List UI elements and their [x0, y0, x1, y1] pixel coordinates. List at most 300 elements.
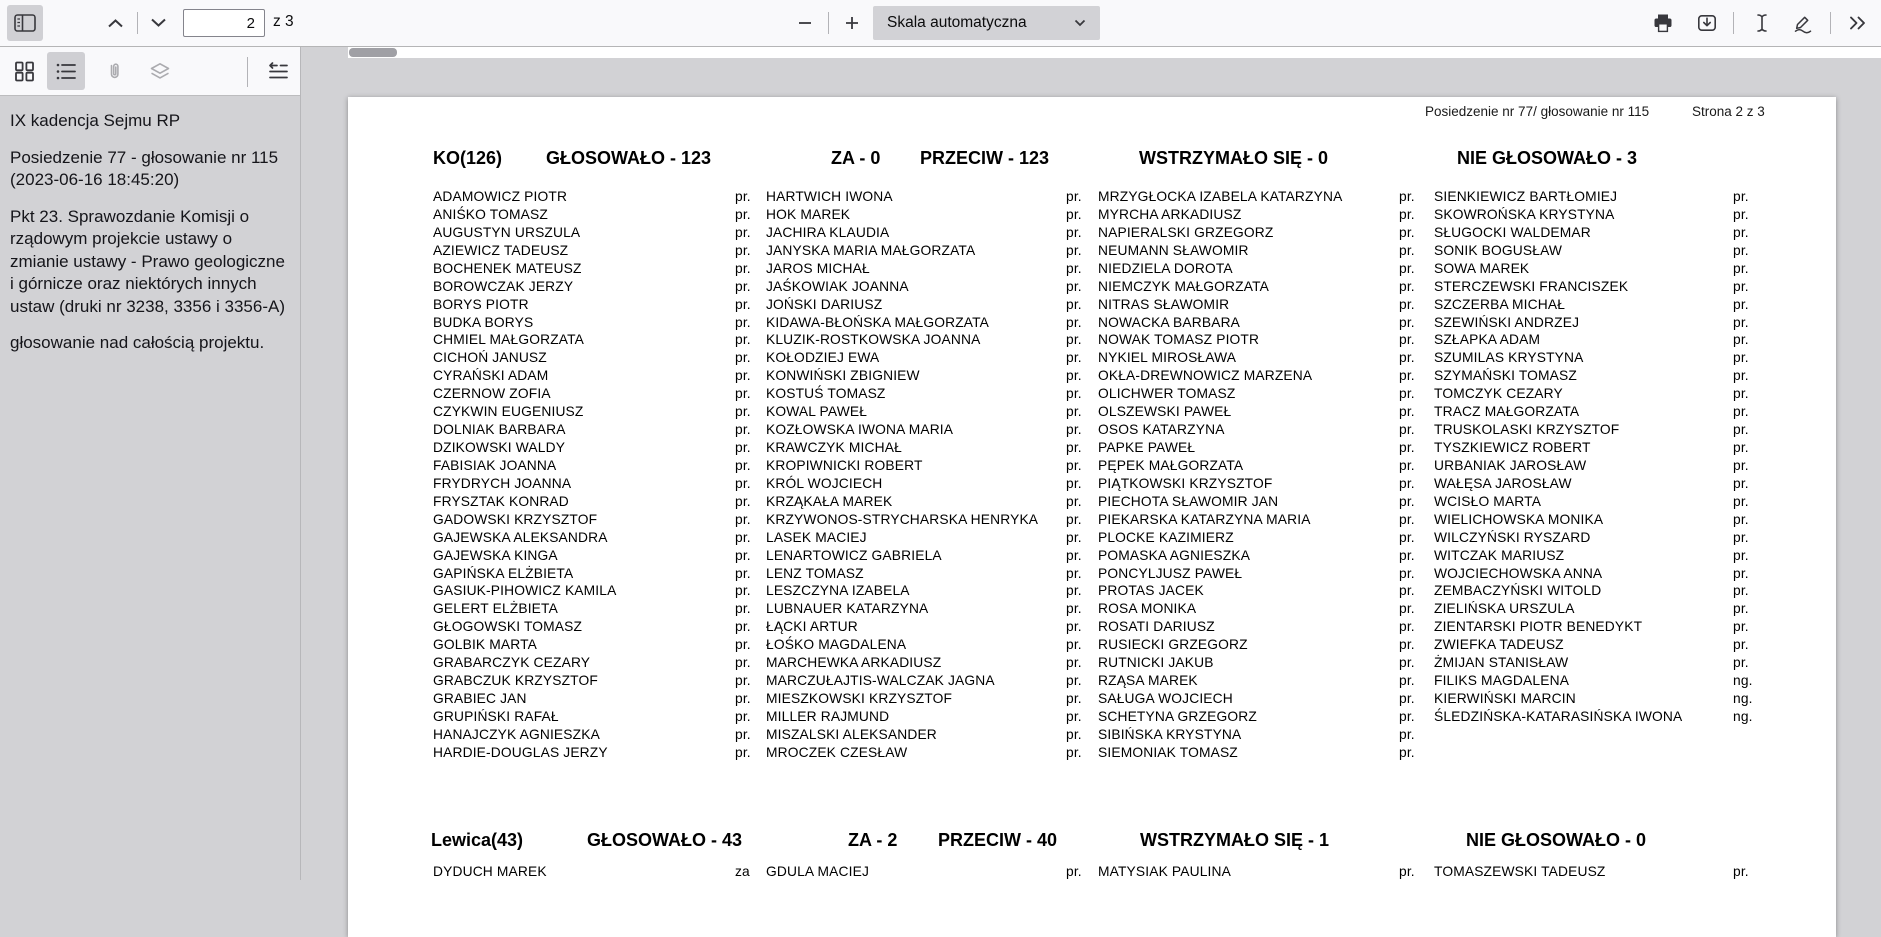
vote-value: pr. [735, 529, 751, 547]
deputy-name: KROPIWNICKI ROBERT [766, 457, 923, 475]
vote-value: pr. [1066, 726, 1082, 744]
deputy-name: KRZĄKAŁA MAREK [766, 493, 892, 511]
deputy-name: NYKIEL MIROSŁAWA [1098, 349, 1236, 367]
deputy-name: WOJCIECHOWSKA ANNA [1434, 565, 1602, 583]
vote-value: pr. [1066, 224, 1082, 242]
stat-label: WSTRZYMAŁO SIĘ - 0 [1139, 148, 1328, 168]
chevron-down-icon [149, 16, 168, 30]
vote-value: pr. [1733, 403, 1749, 421]
outline-item-glosowanie[interactable]: głosowanie nad całością projektu. [10, 332, 292, 355]
deputy-name: ZIELIŃSKA URSZULA [1434, 600, 1575, 618]
deputy-name: RUSIECKI GRZEGORZ [1098, 636, 1248, 654]
vote-value: pr. [1066, 511, 1082, 529]
vote-value: pr. [1399, 726, 1415, 744]
deputy-name: SZŁAPKA ADAM [1434, 331, 1540, 349]
deputy-name: MROCZEK CZESŁAW [766, 744, 907, 762]
vote-value: pr. [1399, 385, 1415, 403]
vote-value: pr. [1399, 708, 1415, 726]
vote-value: pr. [735, 565, 751, 583]
deputy-name: NITRAS SŁAWOMIR [1098, 296, 1229, 314]
vote-value: pr. [735, 690, 751, 708]
deputy-name: PĘPEK MAŁGORZATA [1098, 457, 1243, 475]
deputy-name: DYDUCH MAREK [433, 863, 547, 881]
vote-value: pr. [1399, 188, 1415, 206]
party-label: KO(126) [433, 148, 502, 168]
layers-view-button [142, 52, 178, 90]
deputy-name: FILIKS MAGDALENA [1434, 672, 1569, 690]
deputy-name: TRUSKOLASKI KRZYSZTOF [1434, 421, 1619, 439]
vote-value: pr. [1066, 242, 1082, 260]
vote-value: pr. [1733, 582, 1749, 600]
page-number-input[interactable] [183, 9, 265, 37]
deputy-name: KOŁODZIEJ EWA [766, 349, 879, 367]
deputy-name: GADOWSKI KRZYSZTOF [433, 511, 597, 529]
deputy-name: ŁĄCKI ARTUR [766, 618, 858, 636]
pdf-viewer-area [301, 47, 1881, 880]
deputy-name: URBANIAK JAROSŁAW [1434, 457, 1586, 475]
vote-value: pr. [1399, 565, 1415, 583]
deputy-name: GELERT ELŻBIETA [433, 600, 558, 618]
vote-value: pr. [1066, 529, 1082, 547]
vote-value: pr. [1066, 690, 1082, 708]
deputy-name: KLUZIK-ROSTKOWSKA JOANNA [766, 331, 980, 349]
vote-value: pr. [1733, 529, 1749, 547]
sidebar-toolbar-separator [247, 57, 248, 87]
vote-value: pr. [735, 618, 751, 636]
vote-value: pr. [1399, 582, 1415, 600]
vote-value: pr. [1399, 672, 1415, 690]
deputy-name: GDULA MACIEJ [766, 863, 869, 881]
vote-value: pr. [1399, 278, 1415, 296]
deputy-name: PIECHOTA SŁAWOMIR JAN [1098, 493, 1278, 511]
deputy-name: DZIKOWSKI WALDY [433, 439, 565, 457]
outline-item-posiedzenie[interactable]: Posiedzenie 77 - głosowanie nr 115 (2023-06-16 18:45:20) [10, 147, 292, 192]
page-header-right: Strona 2 z 3 [1692, 104, 1765, 119]
vote-value: pr. [1066, 744, 1082, 762]
vote-value: pr. [1399, 744, 1415, 762]
attachments-view-button [96, 52, 132, 90]
vote-value: pr. [735, 672, 751, 690]
deputy-name: HANAJCZYK AGNIESZKA [433, 726, 600, 744]
stat-label: PRZECIW - 123 [920, 148, 1049, 168]
deputy-name: ZIENTARSKI PIOTR BENEDYKT [1434, 618, 1642, 636]
deputy-name: GAPIŃSKA ELŻBIETA [433, 565, 573, 583]
outline-panel [0, 97, 299, 880]
deputy-name: GŁOGOWSKI TOMASZ [433, 618, 582, 636]
deputy-name: KOZŁOWSKA IWONA MARIA [766, 421, 953, 439]
vote-value: za [735, 863, 750, 881]
stat-label: PRZECIW - 40 [938, 830, 1057, 850]
vote-value: pr. [1399, 600, 1415, 618]
vote-value: pr. [1066, 439, 1082, 457]
deputy-name: GRUPIŃSKI RAFAŁ [433, 708, 559, 726]
next-page-button[interactable] [143, 5, 173, 41]
deputy-name: SZYMAŃSKI TOMASZ [1434, 367, 1577, 385]
vote-value: pr. [735, 439, 751, 457]
deputy-name: HOK MAREK [766, 206, 850, 224]
vote-value: pr. [1733, 475, 1749, 493]
deputy-name: WITCZAK MARIUSZ [1434, 547, 1564, 565]
outline-item-kadencja[interactable]: IX kadencja Sejmu RP [10, 110, 292, 133]
previous-page-button[interactable] [100, 5, 130, 41]
deputy-name: NOWAK TOMASZ PIOTR [1098, 331, 1259, 349]
vote-value: pr. [1066, 457, 1082, 475]
zoom-in-button[interactable] [837, 5, 867, 41]
deputy-name: AZIEWICZ TADEUSZ [433, 242, 568, 260]
vote-value: pr. [1066, 672, 1082, 690]
vote-value: pr. [1066, 260, 1082, 278]
deputy-name: GAJEWSKA ALEKSANDRA [433, 529, 608, 547]
vote-value: pr. [1399, 242, 1415, 260]
vote-value: pr. [1733, 188, 1749, 206]
deputy-name: ŁOŚKO MAGDALENA [766, 636, 906, 654]
deputy-name: TRACZ MAŁGORZATA [1434, 403, 1579, 421]
vote-value: pr. [735, 349, 751, 367]
sidebar [0, 47, 301, 880]
sidebar-toggle-icon [14, 14, 36, 32]
text-cursor-icon [1755, 13, 1769, 33]
party-label: Lewica(43) [431, 830, 523, 850]
vote-value: pr. [1399, 690, 1415, 708]
vote-value: pr. [1733, 385, 1749, 403]
vote-value: pr. [735, 224, 751, 242]
zoom-scale-select[interactable] [873, 6, 1100, 40]
vote-value: pr. [735, 726, 751, 744]
vote-value: pr. [1066, 278, 1082, 296]
stat-label: GŁOSOWAŁO - 123 [546, 148, 711, 168]
deputy-name: SOWA MAREK [1434, 260, 1529, 278]
vote-value: pr. [735, 331, 751, 349]
deputy-name: CZERNOW ZOFIA [433, 385, 551, 403]
vote-value: pr. [1733, 547, 1749, 565]
vote-value: ng. [1733, 672, 1753, 690]
vote-value: pr. [735, 511, 751, 529]
vote-value: pr. [1733, 331, 1749, 349]
stat-label: ZA - 0 [831, 148, 880, 168]
pencil-icon [1792, 12, 1814, 34]
print-button[interactable] [1647, 5, 1679, 41]
vote-value: pr. [1399, 260, 1415, 278]
deputy-name: CICHOŃ JANUSZ [433, 349, 547, 367]
vote-value: pr. [1066, 314, 1082, 332]
deputy-name: ADAMOWICZ PIOTR [433, 188, 567, 206]
vote-value: pr. [1733, 421, 1749, 439]
vote-value: pr. [1733, 636, 1749, 654]
vote-value: pr. [1733, 224, 1749, 242]
deputy-name: GRABCZUK KRZYSZTOF [433, 672, 598, 690]
vote-value: pr. [1066, 708, 1082, 726]
toolbar-separator [137, 12, 138, 34]
deputy-name: ANIŚKO TOMASZ [433, 206, 548, 224]
deputy-name: MARCHEWKA ARKADIUSZ [766, 654, 941, 672]
vote-value: pr. [1066, 636, 1082, 654]
sidebar-toolbar [0, 47, 300, 96]
deputy-name: WILCZYŃSKI RYSZARD [1434, 529, 1591, 547]
page-header-left: Posiedzenie nr 77/ głosowanie nr 115 [1425, 104, 1649, 119]
print-icon [1653, 13, 1673, 33]
vote-value: pr. [1066, 296, 1082, 314]
deputy-name: PIEKARSKA KATARZYNA MARIA [1098, 511, 1311, 529]
horizontal-scrollbar-thumb[interactable] [349, 48, 397, 57]
zoom-out-button[interactable] [790, 5, 820, 41]
deputy-name: STERCZEWSKI FRANCISZEK [1434, 278, 1628, 296]
deputy-name: GOLBIK MARTA [433, 636, 537, 654]
deputy-name: BOCHENEK MATEUSZ [433, 260, 582, 278]
stat-label: ZA - 2 [848, 830, 897, 850]
vote-value: pr. [1066, 421, 1082, 439]
vote-value: pr. [735, 421, 751, 439]
vote-value: pr. [1733, 242, 1749, 260]
vote-value: pr. [1399, 618, 1415, 636]
deputy-name: JOŃSKI DARIUSZ [766, 296, 882, 314]
deputy-name: KIERWIŃSKI MARCIN [1434, 690, 1576, 708]
toolbar-separator [1830, 12, 1831, 34]
deputy-name: JACHIRA KLAUDIA [766, 224, 889, 242]
vote-value: pr. [1733, 296, 1749, 314]
vote-value: pr. [735, 654, 751, 672]
vote-value: pr. [1399, 654, 1415, 672]
thumbnails-view-button[interactable] [6, 52, 42, 90]
vote-value: pr. [1399, 314, 1415, 332]
vote-value: pr. [1399, 439, 1415, 457]
deputy-name: SŁUGOCKI WALDEMAR [1434, 224, 1591, 242]
vote-value: pr. [1066, 654, 1082, 672]
deputy-name: NAPIERALSKI GRZEGORZ [1098, 224, 1274, 242]
deputy-name: ZWIEFKA TADEUSZ [1434, 636, 1564, 654]
deputy-name: OKŁA-DREWNOWICZ MARZENA [1098, 367, 1312, 385]
deputy-name: GRABIEC JAN [433, 690, 527, 708]
deputy-name: KONWIŃSKI ZBIGNIEW [766, 367, 920, 385]
vote-value: pr. [1066, 618, 1082, 636]
vote-value: pr. [1066, 582, 1082, 600]
page-count-label: z 3 [273, 13, 294, 31]
vote-value: pr. [1066, 600, 1082, 618]
deputy-name: AUGUSTYN URSZULA [433, 224, 580, 242]
deputy-name: KOWAL PAWEŁ [766, 403, 867, 421]
deputy-name: NIEDZIELA DOROTA [1098, 260, 1233, 278]
vote-value: pr. [1066, 403, 1082, 421]
deputy-name: GRABARCZYK CEZARY [433, 654, 590, 672]
zoom-scale-value: Skala automatyczna [887, 14, 1074, 32]
vote-value: pr. [735, 547, 751, 565]
stat-label: GŁOSOWAŁO - 43 [587, 830, 742, 850]
zoom-in-icon [844, 15, 860, 31]
stat-label: WSTRZYMAŁO SIĘ - 1 [1140, 830, 1329, 850]
current-outline-item-button[interactable] [260, 52, 296, 90]
deputy-name: MIESZKOWSKI KRZYSZTOF [766, 690, 952, 708]
vote-value: pr. [1399, 224, 1415, 242]
vote-value: pr. [1066, 188, 1082, 206]
vote-value: pr. [1399, 331, 1415, 349]
vote-value: pr. [1733, 618, 1749, 636]
vote-value: pr. [735, 708, 751, 726]
vote-value: pr. [735, 278, 751, 296]
vote-value: pr. [1733, 278, 1749, 296]
vote-value: pr. [1733, 314, 1749, 332]
vote-value: pr. [1733, 260, 1749, 278]
vote-value: pr. [1399, 863, 1415, 881]
deputy-name: TOMCZYK CEZARY [1434, 385, 1563, 403]
vote-value: pr. [1066, 863, 1082, 881]
vote-value: pr. [735, 206, 751, 224]
vote-value: pr. [735, 385, 751, 403]
deputy-name: LENZ TOMASZ [766, 565, 864, 583]
deputy-name: FABISIAK JOANNA [433, 457, 556, 475]
deputy-name: SCHETYNA GRZEGORZ [1098, 708, 1257, 726]
deputy-name: ZEMBACZYŃSKI WITOLD [1434, 582, 1601, 600]
deputy-name: SAŁUGA WOJCIECH [1098, 690, 1233, 708]
stat-label: NIE GŁOSOWAŁO - 0 [1466, 830, 1646, 850]
vote-value: pr. [1066, 547, 1082, 565]
deputy-name: BUDKA BORYS [433, 314, 533, 332]
vote-value: pr. [735, 296, 751, 314]
deputy-name: ROSA MONIKA [1098, 600, 1196, 618]
vote-value: pr. [1399, 511, 1415, 529]
deputy-name: ŚLEDZIŃSKA-KATARASIŃSKA IWONA [1434, 708, 1682, 726]
deputy-name: BOROWCZAK JERZY [433, 278, 573, 296]
deputy-name: WAŁĘSA JAROSŁAW [1434, 475, 1572, 493]
deputy-name: LESZCZYNA IZABELA [766, 582, 910, 600]
deputy-name: JAROS MICHAŁ [766, 260, 870, 278]
deputy-name: MATYSIAK PAULINA [1098, 863, 1231, 881]
vote-value: pr. [1066, 493, 1082, 511]
deputy-name: CZYKWIN EUGENIUSZ [433, 403, 584, 421]
draw-button[interactable] [1787, 5, 1819, 41]
deputy-name: LENARTOWICZ GABRIELA [766, 547, 942, 565]
toolbar-separator [1733, 12, 1734, 34]
deputy-name: NEUMANN SŁAWOMIR [1098, 242, 1249, 260]
deputy-name: SONIK BOGUSŁAW [1434, 242, 1562, 260]
deputy-name: SZCZERBA MICHAŁ [1434, 296, 1565, 314]
pdf-toolbar [0, 0, 1881, 47]
layers-icon [149, 62, 171, 81]
toggle-sidebar-button[interactable] [7, 5, 43, 41]
deputy-name: ŻMIJAN STANISŁAW [1434, 654, 1568, 672]
deputy-name: HARTWICH IWONA [766, 188, 893, 206]
deputy-name: BORYS PIOTR [433, 296, 529, 314]
stat-label: NIE GŁOSOWAŁO - 3 [1457, 148, 1637, 168]
deputy-name: PROTAS JACEK [1098, 582, 1204, 600]
deputy-name: MRZYGŁOCKA IZABELA KATARZYNA [1098, 188, 1342, 206]
deputy-name: KRAWCZYK MICHAŁ [766, 439, 902, 457]
vote-value: pr. [1399, 547, 1415, 565]
deputy-name: SIEMONIAK TOMASZ [1098, 744, 1238, 762]
deputy-name: KRZYWONOS-STRYCHARSKA HENRYKA [766, 511, 1038, 529]
deputy-name: TOMASZEWSKI TADEUSZ [1434, 863, 1606, 881]
deputy-name: RUTNICKI JAKUB [1098, 654, 1214, 672]
deputy-name: SIENKIEWICZ BARTŁOMIEJ [1434, 188, 1617, 206]
deputy-name: SZEWIŃSKI ANDRZEJ [1434, 314, 1579, 332]
deputy-name: SIBIŃSKA KRYSTYNA [1098, 726, 1241, 744]
vote-value: pr. [1399, 206, 1415, 224]
deputy-name: PLOCKE KAZIMIERZ [1098, 529, 1234, 547]
vote-value: pr. [1733, 654, 1749, 672]
double-chevron-right-icon [1848, 14, 1867, 32]
vote-value: ng. [1733, 690, 1753, 708]
vote-value: pr. [735, 188, 751, 206]
paperclip-icon [104, 61, 125, 82]
vote-value: pr. [1733, 493, 1749, 511]
deputy-name: ROSATI DARIUSZ [1098, 618, 1215, 636]
deputy-name: KIDAWA-BŁOŃSKA MAŁGORZATA [766, 314, 989, 332]
chevron-up-icon [106, 16, 125, 30]
vote-value: pr. [1399, 529, 1415, 547]
deputy-name: OSOS KATARZYNA [1098, 421, 1225, 439]
vote-value: pr. [735, 367, 751, 385]
download-icon [1697, 13, 1717, 33]
vote-value: pr. [735, 582, 751, 600]
vote-value: pr. [1399, 403, 1415, 421]
download-button[interactable] [1691, 5, 1723, 41]
deputy-name: OLSZEWSKI PAWEŁ [1098, 403, 1231, 421]
vote-value: pr. [735, 600, 751, 618]
vote-value: pr. [1399, 367, 1415, 385]
outline-item-pkt[interactable]: Pkt 23. Sprawozdanie Komisji o rządowym projekcie ustawy o zmianie ustawy - Prawo geologiczne i górnicze oraz niektórych innych ustaw (druki nr 3238, 3356 i 3356-A) [10, 206, 292, 319]
pdf-page [348, 97, 1836, 937]
vote-value: pr. [1066, 475, 1082, 493]
text-selection-button[interactable] [1746, 5, 1778, 41]
deputy-name: KRÓL WOJCIECH [766, 475, 882, 493]
vote-value: pr. [1399, 475, 1415, 493]
outline-view-button[interactable] [47, 52, 85, 90]
deputy-name: POMASKA AGNIESZKA [1098, 547, 1250, 565]
vote-value: pr. [1066, 565, 1082, 583]
vote-value: pr. [1066, 206, 1082, 224]
vote-value: pr. [1733, 600, 1749, 618]
deputy-name: JANYSKA MARIA MAŁGORZATA [766, 242, 975, 260]
vote-value: pr. [735, 403, 751, 421]
deputy-name: DOLNIAK BARBARA [433, 421, 566, 439]
deputy-name: PONCYLJUSZ PAWEŁ [1098, 565, 1242, 583]
deputy-name: PIĄTKOWSKI KRZYSZTOF [1098, 475, 1272, 493]
current-outline-item-icon [267, 61, 289, 81]
deputy-name: NIEMCZYK MAŁGORZATA [1098, 278, 1269, 296]
vote-value: pr. [1066, 331, 1082, 349]
deputy-name: FRYDRYCH JOANNA [433, 475, 571, 493]
vote-value: pr. [735, 636, 751, 654]
vote-value: pr. [1733, 863, 1749, 881]
vote-value: pr. [1066, 367, 1082, 385]
vote-value: pr. [1733, 457, 1749, 475]
vote-value: pr. [1733, 367, 1749, 385]
deputy-name: OLICHWER TOMASZ [1098, 385, 1235, 403]
deputy-name: CYRAŃSKI ADAM [433, 367, 548, 385]
deputy-name: RZĄSA MAREK [1098, 672, 1198, 690]
deputy-name: FRYSZTAK KONRAD [433, 493, 569, 511]
vote-value: pr. [735, 475, 751, 493]
deputy-name: CHMIEL MAŁGORZATA [433, 331, 584, 349]
deputy-name: MARCZUŁAJTIS-WALCZAK JAGNA [766, 672, 995, 690]
deputy-name: MILLER RAJMUND [766, 708, 889, 726]
deputy-name: WIELICHOWSKA MONIKA [1434, 511, 1603, 529]
vote-value: pr. [1066, 349, 1082, 367]
vote-value: pr. [735, 493, 751, 511]
vote-value: pr. [1733, 439, 1749, 457]
vote-value: pr. [1399, 421, 1415, 439]
vote-value: pr. [735, 242, 751, 260]
vote-value: pr. [1399, 457, 1415, 475]
vote-value: pr. [1733, 206, 1749, 224]
vote-value: pr. [1733, 349, 1749, 367]
horizontal-scrollbar [348, 47, 1881, 58]
thumbnails-icon [14, 61, 35, 82]
deputy-name: GAJEWSKA KINGA [433, 547, 558, 565]
deputy-name: KOSTUŚ TOMASZ [766, 385, 886, 403]
deputy-name: NOWACKA BARBARA [1098, 314, 1240, 332]
toolbar-more-button[interactable] [1841, 5, 1873, 41]
vote-value: ng. [1733, 708, 1753, 726]
vote-value: pr. [1399, 493, 1415, 511]
